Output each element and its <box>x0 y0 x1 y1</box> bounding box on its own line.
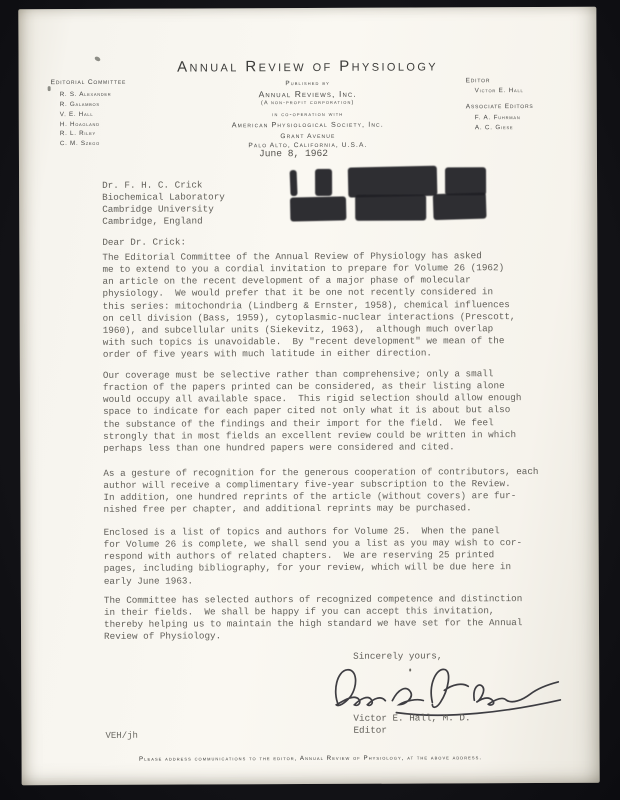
cooperation-label: in co-operation with <box>272 110 344 119</box>
editor-heading: Editor <box>465 77 491 85</box>
body-paragraph-5: The Committee has selected authors of recognized competence and distinction in their fields. We shall be happy if you can accept this invitation, thereby helping us to maintain the high standard we have set for the Annual Review of Physiology. <box>103 593 523 643</box>
associate-editors-names: F. A. Fuhrman A. C. Giese <box>474 114 521 132</box>
editorial-committee-heading: Editorial Committee <box>50 78 127 87</box>
recipient-address: Dr. F. H. C. Crick Biochemical Laboratory Cambridge University Cambridge, England <box>102 179 225 228</box>
city-address: Palo Alto, California, U.S.A. <box>248 141 368 150</box>
pen-mark <box>48 86 51 91</box>
body-paragraph-1: The Editorial Committee of the Annual Review of Physiology has asked me to extend to you a cordial invitation to prepare for Volume 26 (1962) an article on the recent development of a major phase of molecular physiology. We would prefer that it be one not recently considered in this series: mitochondria (Lindberg & Ernster, 1958), chemical influences on cell division (Bass, 1959), cytoplasmic-nuclear interactions (Prescott, 1960), and subcellular units (Siekevitz, 1963), although much overlap with such topics is unavoidable. By "recent development" we mean of the order of five years with much latitude in either direction. <box>102 250 516 361</box>
signer-title: Editor <box>353 724 387 736</box>
associate-editors-heading: Associate Editors <box>465 103 534 111</box>
date-line: June 8, 1962 <box>258 147 329 160</box>
salutation: Dear Dr. Crick: <box>102 236 187 248</box>
editorial-committee-members: R. S. Alexander R. Galambos V. E. Hall H. Hoagland R. L. Riley C. M. Szego <box>59 90 112 148</box>
body-paragraph-2: Our coverage must be selective rather than comprehensive; only a small fraction of the papers printed can be considered, as their listing alone would occupy all available space. This rigid selection should allow enough space to indicate for each paper cited not only what it is about but also the substance of the findings and their import for the field. We feel strongly that in most fields an excellent review could be written in which perhaps less than one hundred papers were considered and cited. <box>102 368 522 454</box>
publisher-name: Annual Reviews, Inc. <box>258 88 357 100</box>
footer-note: Please address communications to the editor, Annual Review of Physiology, at the above address. <box>139 754 483 763</box>
nonprofit-note: (A non-profit corporation) <box>261 99 355 107</box>
letter-paper <box>18 7 599 786</box>
editor-block <box>466 77 534 133</box>
body-paragraph-4: Enclosed is a list of topics and authors for Volume 25. When the panel for Volume 26 is complete, we shall send you a list as you may wish to cor- respond with authors of related chapters. We are reserving 25 printed pages, including bibliography, for your review, which will be due here in early June 1963. <box>103 525 523 587</box>
street-address: Grant Avenue <box>280 132 336 141</box>
body-paragraph-3: As a gesture of recognition for the generous cooperation of contributors, each author will receive a complimentary five-year subscription to the Review. In addition, one hundred reprints of the article (without covers) are fur- nished free per chapter, and additional reprints may be purchased. <box>103 465 539 516</box>
society-name: American Physiological Society, Inc. <box>231 119 384 130</box>
reference-initials: VEH/jh <box>105 730 138 741</box>
valediction: Sincerely yours, <box>353 650 443 662</box>
letterhead-title: Annual Review of Physiology <box>177 57 439 76</box>
typed-signer-name: Victor E. Hall, M. D. <box>353 712 471 724</box>
editor-name: Victor E. Hall <box>474 87 524 95</box>
ink-stamp-artifact <box>18 7 596 10</box>
published-by-label: Published by <box>285 79 330 88</box>
